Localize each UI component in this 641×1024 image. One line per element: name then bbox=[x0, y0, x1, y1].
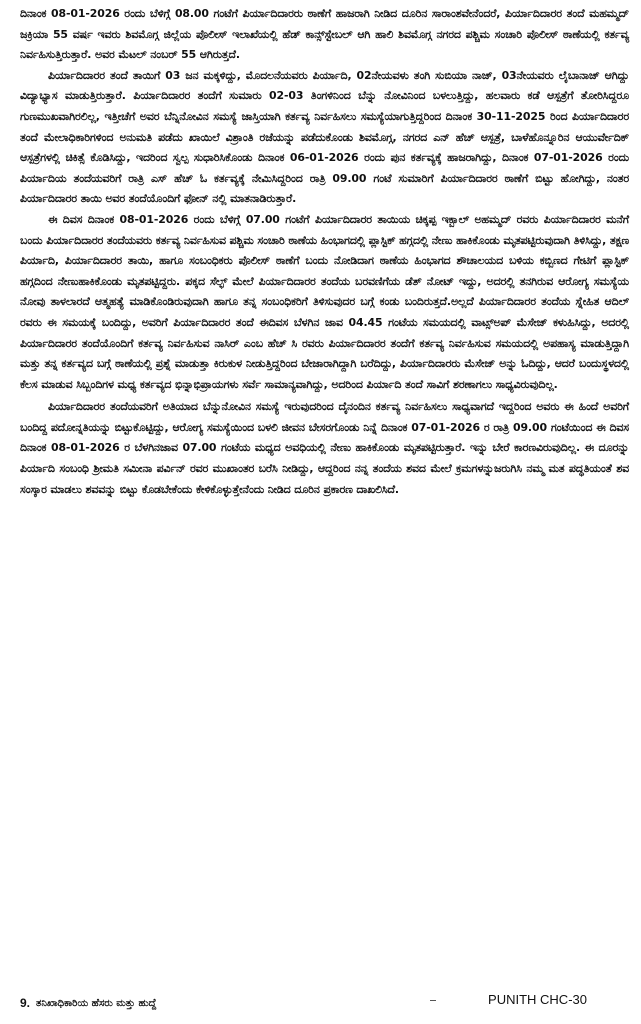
paragraph-incident-details: ಈ ದಿವಸ ದಿನಾಂಕ 08-01-2026 ರಂದು ಬೆಳಿಗ್ಗೆ 07.00 ಗಂಟೆಗೆ ಪಿರ್ಯಾದಿದಾರರ ತಾಯಿಯ ಚಿಕ್ಕಪ್ಪ ಇಕ್ಬಾಲ್ ಅಹಮ್ಮದ್ ರವರು ಪಿರ್ಯಾದಿದಾರರ ಮನೆಗೆ ಬಂದು ಪಿರ್ಯಾದಿದಾರರ ತಂದೆಯವರು ಕರ್ತವ್ಯ ನಿರ್ವಹಿಸುವ ಪಶ್ಚಿಮ ಸಂಚಾರಿ ಠಾಣೆಯ ಹಿಂಭಾಗದಲ್ಲಿ ಪ್ಲಾಸ್ಟಿಕ್ ಹಗ್ಗದಲ್ಲಿ ನೇಣು ಹಾಕಿಕೊಂಡು ಮೃತಪಟ್ಟಿರುವುದಾಗಿ ತಿಳಿಸಿದ್ದು, ತಕ್ಷಣ ಪಿರ್ಯಾದಿ, ಪಿರ್ಯಾದಿದಾರರ ತಾಯಿ, ಹಾಗೂ ಸಂಬಂಧಿಕರು ಪೊಲೀಸ್ ಠಾಣೆಗೆ ಬಂದು ನೋಡಿದಾಗ ಠಾಣೆಯ ಹಿಂಭಾಗದ ಶೌಚಾಲಯದ ಬಳಿಯ ಕಬ್ಬಿಣದ ಗೇಟಿಗೆ ಪ್ಲಾಸ್ಟಿಕ್ ಹಗ್ಗದಿಂದ ನೇಣುಹಾಕಿಕೊಂಡು ಮೃತಪಟ್ಟಿದ್ದರು. ಪಕ್ಕದ ಸೆಲ್ಫ್ ಮೇಲೆ ಪಿರ್ಯಾದಿದಾರರ ತಂದೆಯ ಬರವಣಿಗೆಯ ಡೆತ್ ನೋಟ್ ಇದ್ದು, ಅದರಲ್ಲಿ ತನಗಿರುವ ಆರೋಗ್ಯ ಸಮಸ್ಯೆಯ ನೋವು ತಾಳಲಾರದೆ ಆತ್ಮಹತ್ಯೆ ಮಾಡಿಕೊಂಡಿರುವುದಾಗಿ ಹಾಗೂ ತನ್ನ ಸಂಬಂಧಿಕರಿಗೆ ತಿಳಿಸುವುದರ ಬಗ್ಗೆ ಕಂಡು ಬಂದಿರುತ್ತದೆ.ಅಲ್ಲದೆ ಪಿರ್ಯಾದಿದಾರರ ತಂದೆಯ ಸ್ನೇಹಿತ ಆದಿಲ್ ರವರು ಈ ಸಮಯಕ್ಕೆ ಬಂದಿದ್ದು, ಅವರಿಗೆ ಪಿರ್ಯಾದಿದಾರರ ತಂದೆ ಈದಿವಸ ಬೆಳಗಿನ ಜಾವ 04.45 ಗಂಟೆಯ ಸಮಯದಲ್ಲಿ ವಾಟ್ಸ್ಅಪ್ ಮೆಸೇಜ್ ಕಳುಹಿಸಿದ್ದು, ಅದರಲ್ಲಿ ಪಿರ್ಯಾದಿದಾರರ ತಂದೆಯೊಂದಿಗೆ ಕರ್ತವ್ಯ ನಿರ್ವಹಿಸುವ ನಾಸಿರ್ ಎಂಬ ಹೆಚ್ ಸಿ ರವರು ಪಿರ್ಯಾದಿದಾರರ ತಂದೆಗೆ ಕರ್ತವ್ಯ ನಿರ್ವಹಿಸುವ ಸಮಯದಲ್ಲಿ ಅಪಹಾಸ್ಯ ಮಾಡುತ್ತಿದ್ದಾಗಿ ಮತ್ತು ತನ್ನ ಕರ್ತವ್ಯದ ಬಗ್ಗೆ ಠಾಣೆಯಲ್ಲಿ ಪ್ರಶ್ನೆ ಮಾಡುತ್ತಾ ಕಿರುಕುಳ ನೀಡುತ್ತಿದ್ದರಿಂದ ಬೇಜಾರಾಗಿದ್ದಾಗಿ ಬರೆದಿದ್ದು, ಪಿರ್ಯಾದಿದಾರರು ಮೆಸೇಜ್ ಅನ್ನು ಓದಿದ್ದು, ಆದರೆ ಬಂದುಸ್ಥಳದಲ್ಲಿ ಕೆಲಸ ಮಾಡುವ ಸಿಬ್ಬಂದಿಗಳ ಮಧ್ಯ ಕರ್ತವ್ಯದ ಭಿನ್ನಾಭಿಪ್ರಾಯಗಳು ಸರ್ವೆ ಸಾಮಾನ್ಯವಾಗಿದ್ದು, ಅದರಿಂದ ಪಿರ್ಯಾದಿ ತಂದೆ ಸಾವಿಗೆ ಶರಣಾಗಲು ಸಾಧ್ಯವಿರುವುದಿಲ್ಲ. bbox=[20, 212, 629, 391]
paragraph-cause-and-request: ಪಿರ್ಯಾದಿದಾರರ ತಂದೆಯವರಿಗೆ ಅತಿಯಾದ ಬೆನ್ನುನೋವಿನ ಸಮಸ್ಯೆ ಇರುವುದರಿಂದ ದೈನಂದಿನ ಕರ್ತವ್ಯ ನಿರ್ವಹಿಸಲು ಸಾಧ್ಯವಾಗದೆ ಇದ್ದರಿಂದ ಅವರು ಈ ಹಿಂದೆ ಅವರಿಗೆ ಬಂದಿದ್ದ ಪದೋನ್ನತಿಯನ್ನು ಬಿಟ್ಟುಕೊಟ್ಟಿದ್ದು, ಆರೋಗ್ಯ ಸಮಸ್ಯೆಯಿಂದ ಬಳಲಿ ಜೀವನ ಬೇಸರಗೊಂಡು ನಿನ್ನೆ ದಿನಾಂಕ 07-01-2026 ರ ರಾತ್ರಿ 09.00 ಗಂಟೆಯಿಂದ ಈ ದಿವಸ ದಿನಾಂಕ 08-01-2026 ರ ಬೆಳಗಿನಜಾವ 07.00 ಗಂಟೆಯ ಮಧ್ಯದ ಅವಧಿಯಲ್ಲಿ ನೇಣು ಹಾಕಿಕೊಂಡು ಮೃತಪಟ್ಟಿರುತ್ತಾರೆ. ಇನ್ನು ಬೇರೆ ಕಾರಣವಿರುವುದಿಲ್ಲ. ಈ ದೂರನ್ನು ಪಿರ್ಯಾದಿ ಸಂಬಂಧಿ ಶ್ರೀಮತಿ ಸಮೀನಾ ಪರ್ವಿನ್ ರವರ ಮುಖಾಂತರ ಬರೆಸಿ ನೀಡಿದ್ದು, ಆದ್ದರಿಂದ ನನ್ನ ತಂದೆಯ ಶವದ ಮೇಲೆ ಕ್ರಮಗಳನ್ನುಜರುಗಿಸಿ ನಮ್ಮ ಮತ ಪದ್ಧತಿಯಂತೆ ಶವ ಸಂಸ್ಕಾರ ಮಾಡಲು ಶವವನ್ನು ಬಿಟ್ಟು ಕೊಡಬೇಕೆಂದು ಕೇಳಿಕೊಳ್ಳುತ್ತೇನೆಂದು ನೀಡಿದ ದೂರಿನ ಪ್ರಕಾರಣ ದಾಖಲಿಸಿದೆ. bbox=[20, 400, 629, 496]
footer-item-number: 9. bbox=[20, 996, 31, 1010]
footer bbox=[20, 992, 617, 1014]
paragraph-complaint-summary: ದಿನಾಂಕ 08-01-2026 ರಂದು ಬೆಳಿಗ್ಗೆ 08.00 ಗಂಟೆಗೆ ಪಿರ್ಯಾದಿದಾರರು ಠಾಣೆಗೆ ಹಾಜರಾಗಿ ನೀಡಿದ ದೂರಿನ ಸಾರಾಂಶವೇನೆಂದರೆ, ಪಿರ್ಯಾದಿದಾರರ ತಂದೆ ಮಹಮ್ಮದ್ ಜಕ್ರಿಯಾ 55 ವರ್ಷ ಇವರು ಶಿವಮೊಗ್ಗ ಜಿಲ್ಲೆಯ ಪೊಲೀಸ್ ಇಲಾಖೆಯಲ್ಲಿ ಹೆಡ್ ಕಾನ್ಸ್‌ಸ್ಟೇಬಲ್ ಆಗಿ ಹಾಲಿ ಶಿವಮೊಗ್ಗ ನಗರದ ಪಶ್ಚಿಮ ಸಂಚಾರಿ ಪೊಲೀಸ್ ಠಾಣೆಯಲ್ಲಿ ಕರ್ತವ್ಯ ನಿರ್ವಹಿಸುತ್ತಿರುತ್ತಾರೆ. ಅವರ ಮೆಟಲ್ ನಂಬರ್ 55 ಆಗಿರುತ್ತದೆ. bbox=[20, 7, 629, 62]
footer-officer-label: ತನಿಖಾಧಿಕಾರಿಯ ಹೆಸರು ಮತ್ತು ಹುದ್ದೆ bbox=[36, 997, 157, 1009]
footer-officer-code: PUNITH CHC-30 bbox=[488, 992, 587, 1007]
footer-dash-mark bbox=[430, 1000, 436, 1001]
paragraph-family-and-illness: ಪಿರ್ಯಾದಿದಾರರ ತಂದೆ ತಾಯಿಗೆ 03 ಜನ ಮಕ್ಕಳಿದ್ದು, ಮೊದಲನೆಯವರು ಪಿರ್ಯಾದಿ, 02ನೇಯವಳು ತಂಗಿ ಸುಬಿಯಾ ನಾಜ್, 03ನೇಯವರು ಲೈಬಾನಾಜ್ ಆಗಿದ್ದು ವಿದ್ಯಾಭ್ಯಾಸ ಮಾಡುತ್ತಿರುತ್ತಾರೆ. ಪಿರ್ಯಾದಿದಾರರ ತಂದೆಗೆ ಸುಮಾರು 02-03 ತಿಂಗಳಿನಿಂದ ಬೆನ್ನು ನೋವಿನಿಂದ ಬಳಲುತ್ತಿದ್ದು, ಹಲವಾರು ಕಡೆ ಆಸ್ಪತ್ರೆಗೆ ತೋರಿಸಿದ್ದರೂ ಗುಣಮುಖವಾಗಿರಲಿಲ್ಲ, ಇತ್ತೀಚೆಗೆ ಅವರ ಬೆನ್ನಿನೋವಿನ ಸಮಸ್ಯೆ ಜಾಸ್ತಿಯಾಗಿ ಕರ್ತವ್ಯ ನಿರ್ವಹಿಸಲು ಸಮಸ್ಯೆಯಾಗುತ್ತಿದ್ದರಿಂದ ದಿನಾಂಕ 30-11-2025 ರಿಂದ ಪಿರ್ಯಾದಿದಾರರ ತಂದೆ ಮೇಲಾಧಿಕಾರಿಗಳಿಂದ ಅನುಮತಿ ಪಡೆದು ಖಾಯಿಲೆ ವಿಶ್ರಾಂತಿ ರಜೆಯನ್ನು ಪಡೆದುಕೊಂಡು ಶಿವಮೊಗ್ಗ, ನಗರದ ಎನ್ ಹೆಚ್ ಆಸ್ಪತ್ರೆ, ಬಾಳೆಹೊನ್ನೂರಿನ ಆಯುರ್ವೇದಿಕ್ ಆಸ್ಪತ್ರೆಗಳಲ್ಲಿ ಚಿಕಿತ್ಸೆ ಕೊಡಿಸಿದ್ದು, ಇದರಿಂದ ಸ್ವಲ್ಪ ಸುಧಾರಿಸಿಕೊಂಡು ದಿನಾಂಕ 06-01-2026 ರಂದು ಪುನ ಕರ್ತವ್ಯಕ್ಕೆ ಹಾಜರಾಗಿದ್ದು, ದಿನಾಂಕ 07-01-2026 ರಂದು ಪಿರ್ಯಾದಿಯ ತಂದೆಯವರಿಗೆ ರಾತ್ರಿ ಎಸ್ ಹೆಚ್ ಓ ಕರ್ತವ್ಯಕ್ಕೆ ನೇಮಿಸಿದ್ದರಿಂದ ರಾತ್ರಿ 09.00 ಗಂಟೆ ಸುಮಾರಿಗೆ ಪಿರ್ಯಾದಿದಾರರ ಠಾಣೆಗೆ ಬಿಟ್ಟು ಹೋಗಿದ್ದು, ನಂತರ ಪಿರ್ಯಾದಿದಾರರ ತಾಯಿ ಅವರ ತಂದೆಯೊಂದಿಗೆ ಫೋನ್ ನಲ್ಲಿ ಮಾತನಾಡಿರುತ್ತಾರೆ. bbox=[20, 68, 629, 206]
